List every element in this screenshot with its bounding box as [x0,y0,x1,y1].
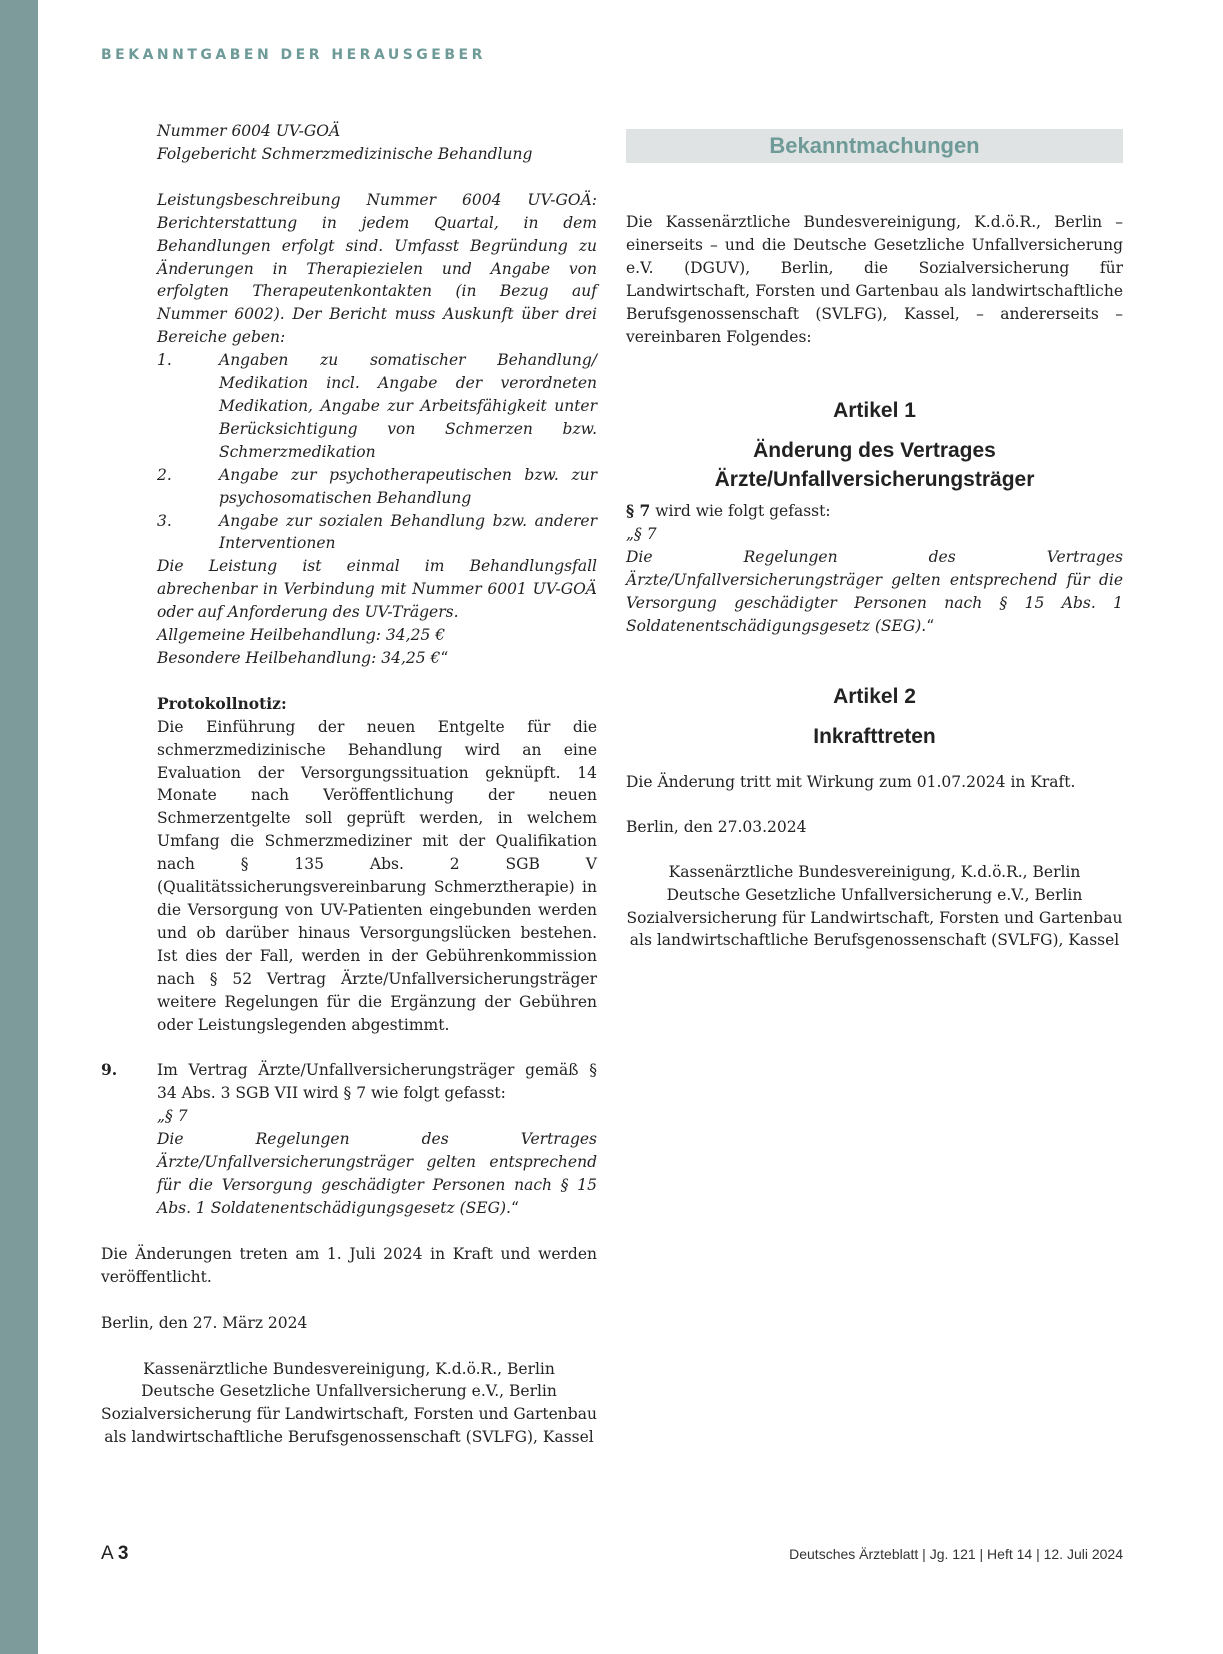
list-text: Angabe zur sozialen Behandlung bzw. anderer Interventionen [219,511,597,553]
signatory: Deutsche Gesetzliche Unfallversicherung e.V., Berlin [141,1382,557,1401]
section-title-bar [626,129,1123,163]
article-2-title: Inkrafttreten [813,724,936,748]
paragraph-7-quote: Die Regelungen des Vertrages Ärzte/Unfallversicherungsträger gelten entsprechend für die Versorgung geschädigter Personen nach § 15 Abs. 1 Soldatenentschädigungsgesetz (SEG). [626,548,1123,635]
left-column [101,120,597,1449]
article-1-title-line2: Ärzte/Unfallversicherungsträger [714,468,1035,492]
journal-citation: Deutsches Ärzteblatt | Jg. 121 | Heft 14 | 12. Juli 2024 [789,1546,1123,1562]
list-text: Angabe zur psychotherapeutischen bzw. zur psychosomatischen Behandlung [219,465,597,507]
signatory: Sozialversicherung für Landwirtschaft, Forsten und Gartenbau [626,908,1123,927]
protocol-heading: Protokollnotiz: [157,693,287,713]
sidebar-band [0,0,38,1654]
report-areas-list [157,349,597,555]
list-text: Angaben zu somatischer Behandlung/ Medikation incl. Angabe der verordneten Medikation, Angabe zur Arbeitsfähigkeit unter Berücksichtigung von Schmerzen bzw. Schmerzmedikation [219,351,597,461]
right-column [626,129,1123,952]
list-item [157,464,597,510]
article-1-heading: Artikel 1 [833,399,916,423]
fee-entry-block [101,120,597,1036]
signatory: Deutsche Gesetzliche Unfallversicherung e.V., Berlin [666,885,1083,904]
paragraph-7-intro [626,500,1123,523]
page-prefix: A [101,1543,118,1564]
effective-date-text: Die Änderung tritt mit Wirkung zum 01.07.2024 in Kraft. [626,772,1076,791]
service-description: Leistungsbeschreibung Nummer 6004 UV-GOÄ: Berichterstattung in jedem Quartal, in dem Behandlungen erfolgt sind. Umfasst Begründung zu Änderungen in Therapiezielen und Angabe von erfolgten Therapeutenkontakten (in Bezug auf Nummer 6002). Der Bericht muss Auskunft über drei Bereiche geben: [157,190,597,347]
item-9-text: Im Vertrag Ärzte/Unfallversicherungsträger gemäß § 34 Abs. 3 SGB VII wird § 7 wie folgt gefasst: [157,1061,597,1103]
list-number: 2. [157,465,172,484]
fee-special-line [157,647,597,670]
item-9-quote-block [157,1128,597,1220]
article-1-title-line1: Änderung des Vertrages [753,439,996,463]
paragraph-7-quote-block [626,546,1123,638]
page-number-value: 3 [117,1543,129,1564]
place-date: Berlin, den 27. März 2024 [101,1313,308,1332]
fee-special: Besondere Heilbehandlung: 34,25 € [157,648,441,667]
closing-quote: “ [510,1198,519,1217]
running-head: BEKANNTGABEN DER HERAUSGEBER [101,47,486,63]
item-9 [101,1059,597,1219]
billing-rule: Die Leistung ist einmal im Behandlungsfall abrechenbar in Verbindung mit Nummer 6001 UV-GOÄ oder auf Anforderung des UV-Trägers. [157,557,597,622]
signatories [101,1358,597,1450]
agreement-intro: Die Kassenärztliche Bundesvereinigung, K.d.ö.R., Berlin – einerseits – und die Deutsche Gesetzliche Unfallversicherung e.V. (DGUV), Berlin, die Sozialversicherung für Landwirtschaft, Forsten und Gartenbau als landwirtschaftliche Berufsgenossenschaft (SVLFG), Kassel, – andererseits – vereinbaren Folgendes: [626,213,1123,346]
place-date: Berlin, den 27.03.2024 [626,817,807,836]
item-9-body [157,1059,597,1219]
signatory: Sozialversicherung für Landwirtschaft, Forsten und Gartenbau [101,1405,597,1424]
signatories [626,861,1123,953]
item-9-number: 9. [101,1060,118,1080]
closing-quote: “ [440,648,449,667]
signatory: als landwirtschaftliche Berufsgenossenschaft (SVLFG), Kassel [104,1428,594,1447]
list-item [157,510,597,556]
effective-date-text: Die Änderungen treten am 1. Juli 2024 in Kraft und werden veröffentlicht. [101,1244,597,1286]
signatory: Kassenärztliche Bundesvereinigung, K.d.ö.R., Berlin [668,862,1081,881]
article-2-heading: Artikel 2 [833,684,916,708]
closing-quote: “ [926,616,935,635]
protocol-text: Die Einführung der neuen Entgelte für die schmerzmedizinische Behandlung wird an eine Evaluation der Versorgungssituation geknüpft. 14 Monate nach Veröffentlichung der neuen Schmerzentgelte soll geprüft werden, in welchem Umfang die Schmerzmediziner mit der Qualifikation nach § 135 Abs. 2 SGB V (Qualitätssicherungsvereinbarung Schmerztherapie) in die Versorgung von UV-Patienten eingebunden werden und ob darüber hinaus Versorgungslücken bestehen. Ist dies der Fall, werden in der Gebührenkommission nach § 52 Vertrag Ärzte/Unfallversicherungsträger weitere Regelungen für die Ergänzung der Gebühren oder Leistungslegenden abgestimmt. [157,717,597,1034]
list-number: 3. [157,511,172,530]
entry-title: Folgebericht Schmerzmedizinische Behandlung [157,144,533,163]
paragraph-7-label: § 7 [626,501,651,521]
list-number: 1. [157,351,172,370]
signatory: als landwirtschaftliche Berufsgenossenschaft (SVLFG), Kassel [629,931,1120,950]
section-title: Bekanntmachungen [769,132,980,158]
entry-number: Nummer 6004 UV-GOÄ [157,122,341,140]
paragraph-7-quote-heading: „§ 7 [626,525,657,544]
item-9-quote: Die Regelungen des Vertrages Ärzte/Unfallversicherungsträger gelten entsprechend für die Versorgung geschädigter Personen nach § 15 Abs. 1 Soldatenentschädigungsgesetz (SEG). [157,1130,597,1217]
signatory: Kassenärztliche Bundesvereinigung, K.d.ö.R., Berlin [143,1359,555,1378]
item-9-paragraph-heading: „§ 7 [157,1107,188,1126]
fee-general: Allgemeine Heilbehandlung: 34,25 € [157,626,446,645]
list-item [157,349,597,464]
paragraph-7-rest: wird wie folgt gefasst: [650,502,831,521]
page-number [101,1543,128,1565]
